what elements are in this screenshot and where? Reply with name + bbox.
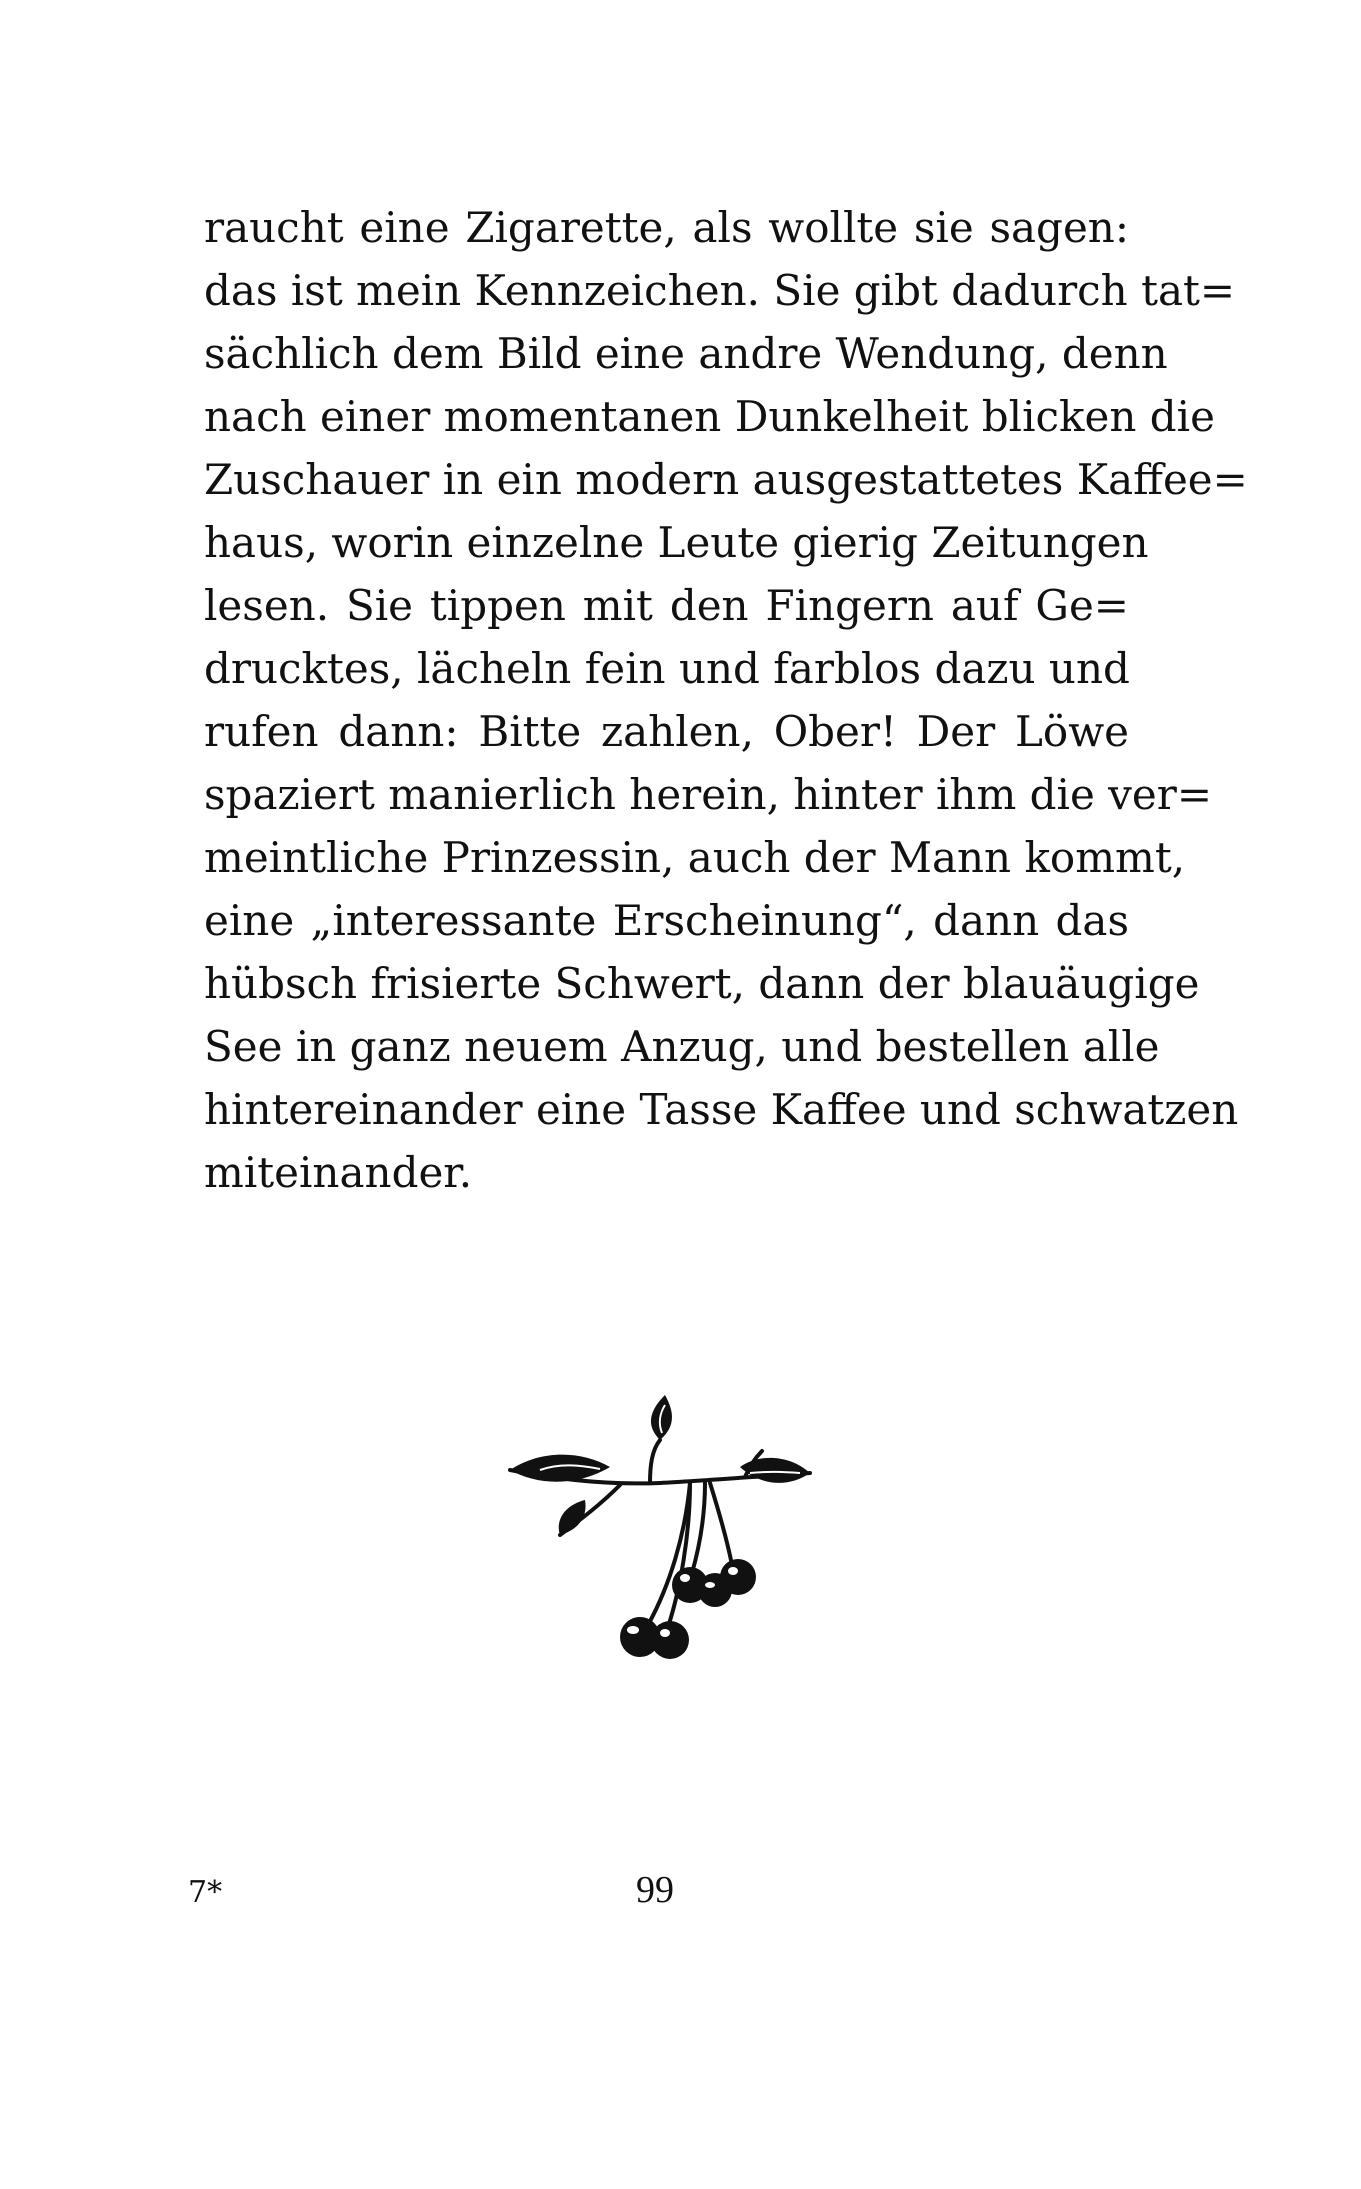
- text-line: sächlich dem Bild eine andre Wendung, denn: [204, 329, 1168, 378]
- text-line: meintliche Prinzessin, auch der Mann kommt,: [204, 833, 1186, 882]
- text-line: hübsch frisierte Schwert, dann der blauäugige: [204, 959, 1200, 1008]
- text-line: das ist mein Kennzeichen. Sie gibt dadurch tat=: [204, 266, 1236, 315]
- text-line: eine „interessante Erscheinung“, dann das: [204, 896, 1129, 945]
- text-line: nach einer momentanen Dunkelheit blicken die: [204, 392, 1215, 441]
- text-line: miteinander.: [204, 1148, 473, 1197]
- text-line: drucktes, lächeln fein und farblos dazu und: [204, 644, 1130, 693]
- page-number: 99: [636, 1869, 674, 1911]
- text-line: raucht eine Zigarette, als wollte sie sagen:: [204, 203, 1129, 252]
- text-line: haus, worin einzelne Leute gierig Zeitungen: [204, 518, 1149, 567]
- text-line: lesen. Sie tippen mit den Fingern auf Ge=: [204, 581, 1129, 630]
- text-line: spaziert manierlich herein, hinter ihm die ver=: [204, 770, 1213, 819]
- body-text: [204, 196, 1248, 1204]
- text-line: Zuschauer in ein modern ausgestattetes Kaffee=: [204, 455, 1248, 504]
- text-line: hintereinander eine Tasse Kaffee und schwatzen: [204, 1085, 1239, 1134]
- cherry-branch-icon: [500, 1395, 830, 1675]
- signature-mark: 7*: [188, 1875, 223, 1910]
- text-line: See in ganz neuem Anzug, und bestellen alle: [204, 1022, 1160, 1071]
- text-line: rufen dann: Bitte zahlen, Ober! Der Löwe: [204, 707, 1129, 756]
